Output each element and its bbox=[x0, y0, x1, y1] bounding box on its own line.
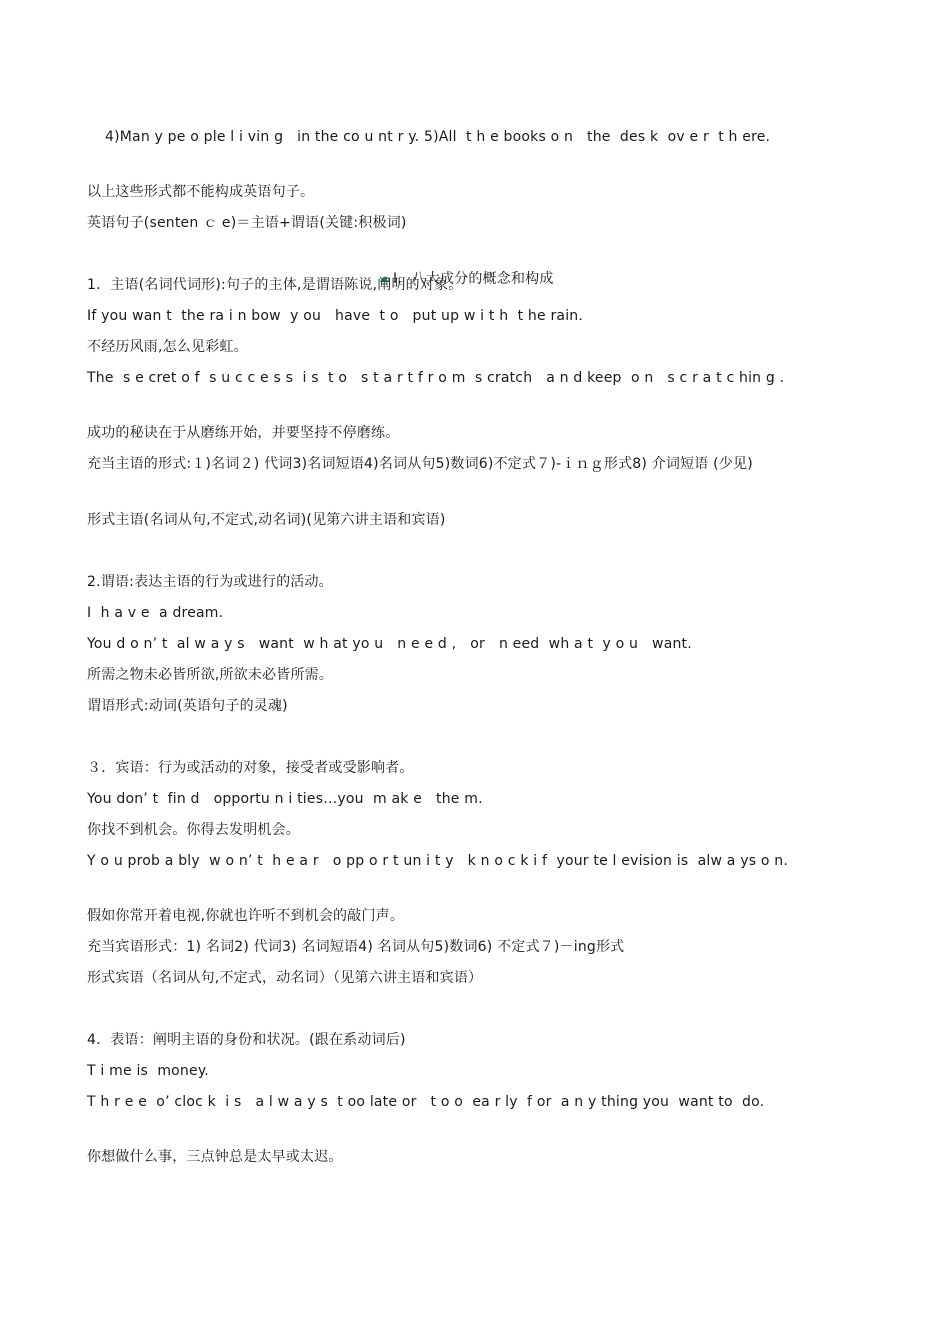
text-line-8: The s e cret o f s u c c e s s i s t o s t a r t f r o m s cratch a n d keep o n s c r a t c hin g . bbox=[87, 370, 785, 386]
text-line-1: 4)Man y pe o ple l i vin g in the co u nt r y. 5)All t h e books o n the des k ov e r t h ere. bbox=[105, 129, 771, 145]
text-line-7: 不经历风雨,怎么见彩虹。 bbox=[87, 339, 248, 355]
text-line-14: You d o n’ t al w a y s want w h at yo u n e e d , or n eed wh a t y o u want. bbox=[87, 636, 692, 652]
text-line-22: 充当宾语形式：1) 名词2) 代词3) 名词短语4) 名词从句5)数词6) 不定式７)－ing形式 bbox=[87, 939, 625, 955]
text-line-15: 所需之物未必皆所欲,所欲未必皆所需。 bbox=[87, 667, 334, 683]
text-line-12: 2.谓语:表达主语的行为或进行的活动。 bbox=[87, 574, 333, 590]
text-line-20: Y o u prob a bly w o n’ t h e a r o pp o r t un i t y k n o c k i f your te l evision is alw a ys o n. bbox=[87, 853, 788, 869]
text-line-9: 成功的秘诀在于从磨练开始，并要坚持不停磨练。 bbox=[87, 425, 400, 441]
text-line-17: ３．宾语：行为或活动的对象，接受者或受影响者。 bbox=[87, 760, 414, 776]
text-line-18: You don’ t fin d opportu n i ties…you m ak e the m. bbox=[87, 791, 483, 807]
text-line-13: I h a v e a dream. bbox=[87, 605, 224, 621]
text-line-23: 形式宾语（名词从句,不定式，动名词）（见第六讲主语和宾语） bbox=[87, 970, 483, 986]
text-line-16: 谓语形式:动词(英语句子的灵魂) bbox=[87, 698, 288, 714]
text-line-10: 充当主语的形式:１)名词２) 代词3)名词短语4)名词从句5)数词6)不定式７)-ｉｎｇ形式8) 介词短语 (少见) bbox=[87, 456, 753, 472]
text-line-27: 你想做什么事，三点钟总是太早或太迟。 bbox=[87, 1149, 343, 1165]
section-heading-text: I．八大成分的概念和构成 bbox=[393, 271, 554, 287]
text-line-3: 英语句子(senten ｃ e)＝主语+谓语(关键:积极词) bbox=[87, 215, 407, 231]
text-line-21: 假如你常开着电视,你就也许听不到机会的敲门声。 bbox=[87, 908, 405, 924]
text-line-24: 4．表语：阐明主语的身份和状况。(跟在系动词后) bbox=[87, 1032, 406, 1048]
text-line-11: 形式主语(名词从句,不定式,动名词)(见第六讲主语和宾语) bbox=[87, 512, 446, 528]
text-line-26: T h r e e o’ cloc k i s a l w a y s t oo late or t o o ea r ly f or a n y thing you want to do. bbox=[87, 1094, 765, 1110]
text-line-25: T i me is money. bbox=[87, 1063, 209, 1079]
text-line-5: 1．主语(名词代词形):句子的主体,是谓语陈说,阐明的对象。 bbox=[87, 277, 463, 293]
text-line-2: 以上这些形式都不能构成英语句子。 bbox=[87, 184, 315, 200]
text-line-6: If you wan t the ra i n bow y ou have t o put up w i t h t he rain. bbox=[87, 308, 584, 324]
text-line-19: 你找不到机会。你得去发明机会。 bbox=[87, 822, 300, 838]
